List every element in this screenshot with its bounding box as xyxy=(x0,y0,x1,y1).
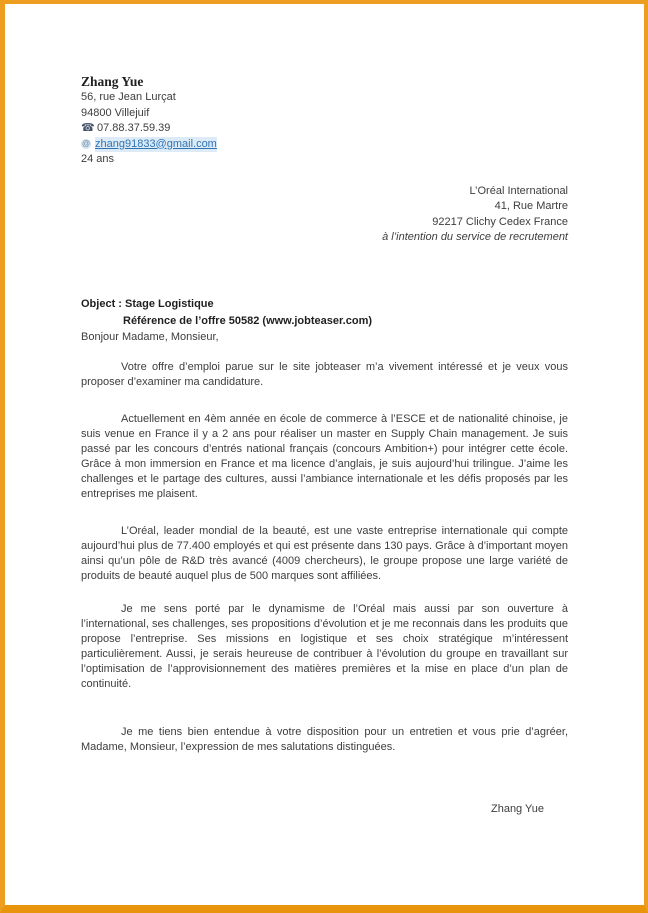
phone-icon: ☎ xyxy=(81,122,95,134)
letter-body xyxy=(5,4,644,905)
recipient-city: 92217 Clichy Cedex France xyxy=(432,215,568,228)
sender-phone: 07.88.37.59.39 xyxy=(97,122,171,134)
sender-phone-row xyxy=(81,121,568,137)
recipient-street: 41, Rue Martre xyxy=(494,200,568,212)
sender-name: Zhang Yue xyxy=(81,74,144,89)
subject-block xyxy=(81,296,568,330)
recipient-attention: à l’intention du service de recrutement xyxy=(382,231,568,243)
subject-line: Object : Stage Logistique xyxy=(81,297,214,310)
paragraph-motivation: Je me sens porté par le dynamisme de l’Oréal mais aussi par son ouverture à l’international, ses challenges, ses propositions d’évolution et je me reconnais dans les produits que propose l’entreprise. Ses missions en logistique et ses choix stratégique m’intéressent particulièrement. Aussi, je serais heureuse de contribuer à l’évolution du groupe en travaillant sur l’optimisation de l’approvisionnement des matières premières et la mise en place d’un plan de continuité. xyxy=(81,602,568,690)
paragraph-closing: Je me tiens bien entendue à votre disposition pour un entretien et vous prie d’agréer, Madame, Monsieur, l’expression de mes salutations distinguées. xyxy=(81,725,568,753)
signature: Zhang Yue xyxy=(490,802,544,815)
sender-email-row xyxy=(81,137,568,153)
sender-street: 56, rue Jean Lurçat xyxy=(81,91,176,103)
email-icon: @ xyxy=(81,139,91,149)
paragraph-company: L’Oréal, leader mondial de la beauté, est une vaste entreprise internationale qui compte aujourd’hui plus de 77.400 employés et qui est présente dans 130 pays. Grâce à d’important moyen ainsi qu’un pôle de R&D très avancé (4009 chercheurs), le groupe propose une large variété de produits de beauté auquel plus de 500 marques sont affiliées. xyxy=(81,524,568,582)
recipient-company: L’Oréal International xyxy=(469,184,568,197)
sender-email-link[interactable]: zhang91833@gmail.com xyxy=(95,137,217,153)
sender-city: 94800 Villejuif xyxy=(81,106,150,119)
paragraph-intro: Votre offre d’emploi parue sur le site jobteaser m’a vivement intéressé et je veux vous proposer d’examiner ma candidature. xyxy=(81,360,568,388)
subject-reference: Référence de l’offre 50582 (www.jobteaser.com) xyxy=(123,314,373,327)
salutation: Bonjour Madame, Monsieur, xyxy=(81,330,219,343)
paragraph-background: Actuellement en 4èm année en école de commerce à l’ESCE et de nationalité chinoise, je suis venue en France il y a 2 ans pour réaliser un master en Supply Chain management. Je suis passé par les concours d’entrés national français (concours Ambition+) pour intégrer cette école. Grâce à mon immersion en France et ma licence d’anglais, je suis aujourd’hui trilingue. J’aime les challenges et le partage des cultures, aussi l’ambiance internationale et les défis proposés par les entreprises me plaisent. xyxy=(81,412,568,500)
recipient-block xyxy=(81,184,568,246)
sender-age: 24 ans xyxy=(81,153,115,165)
sender-block xyxy=(81,74,568,168)
